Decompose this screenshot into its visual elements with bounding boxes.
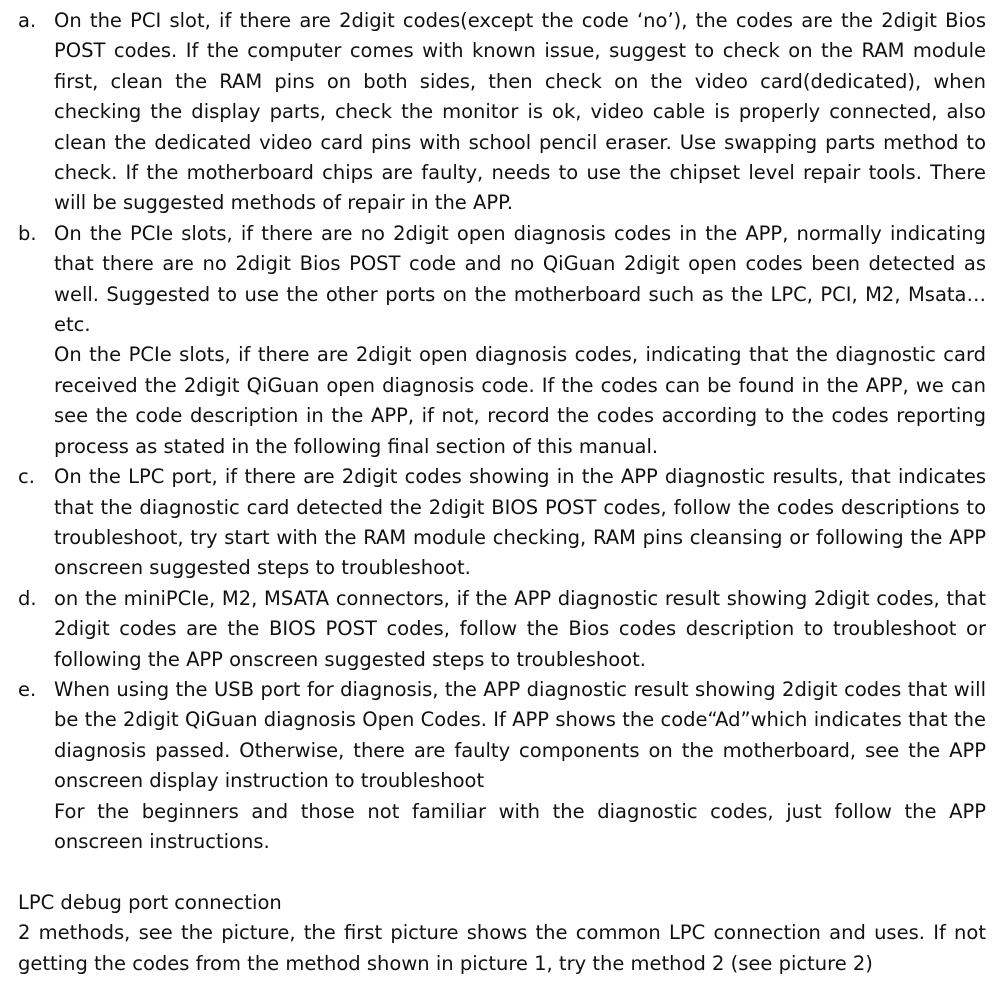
list-item-paragraph: For the beginners and those not familiar with the diagnostic codes, just follow the APP onscreen instructions. [54,799,986,853]
document-body [18,6,986,979]
list-marker: a. [18,9,37,32]
list-item-paragraph: On the LPC port, if there are 2digit codes showing in the APP diagnostic results, that indicates that the diagnostic card detected the 2digit BIOS POST codes, follow the codes descriptions to troubleshoot, try start with the RAM module checking, RAM pins cleansing or following the APP onscreen suggested steps to troubleshoot. [54,465,986,580]
list-item-paragraph: On the PCIe slots, if there are no 2digit open diagnosis codes in the APP, normally indicating that there are no 2digit Bios POST code and no QiGuan 2digit open codes been detected as well. Suggested to use the other ports on the motherboard such as the LPC, PCI, M2, Msata…etc. [54,221,986,337]
list-marker: b. [18,221,37,245]
list-item-e [18,675,986,857]
section-paragraph: 2 methods, see the picture, the first picture shows the common LPC connection and uses. If not getting the codes from the method shown in picture 1, try the method 2 (see picture 2) [18,921,986,975]
list-item-paragraph: When using the USB port for diagnosis, the APP diagnostic result showing 2digit codes that will be the 2digit QiGuan diagnosis Open Codes. If APP shows the code“Ad”which indicates that the diagnosis passed. Otherwise, there are faulty components on the motherboard, see the APP onscreen display instruction to troubleshoot [54,677,986,793]
list-item-paragraph: On the PCIe slots, if there are 2digit open diagnosis codes, indicating that the diagnostic card received the 2digit QiGuan open diagnosis code. If the codes can be found in the APP, we can see the code description in the APP, if not, record the codes according to the codes reporting process as stated in the following final section of this manual. [54,343,986,458]
list-marker: e. [18,677,37,701]
list-marker: c. [18,465,35,489]
list-item-d [18,584,986,675]
list-item-b [18,219,986,462]
list-item-a [18,6,986,219]
blank-line [18,857,986,887]
list-item-paragraph: on the miniPCIe, M2, MSATA connectors, if the APP diagnostic result showing 2digit codes, that 2digit codes are the BIOS POST codes, follow the Bios codes description to troubleshoot or following the APP onscreen suggested steps to troubleshoot. [54,586,986,671]
list-item-paragraph: On the PCI slot, if there are 2digit codes(except the code ‘no’), the codes are the 2digit Bios POST codes. If the computer comes with known issue, suggest to check on the RAM module first, clean the RAM pins on both sides, then check on the video card(dedicated), when checking the display parts, check the monitor is ok, video cable is properly connected, also clean the dedicated video card pins with school pencil eraser. Use swapping parts method to check. If the motherboard chips are faulty, needs to use the chipset level repair tools. There will be suggested methods of repair in the APP. [54,9,986,215]
list-item-c [18,462,986,584]
list-marker: d. [18,586,37,610]
section-heading: LPC debug port connection [18,890,282,914]
